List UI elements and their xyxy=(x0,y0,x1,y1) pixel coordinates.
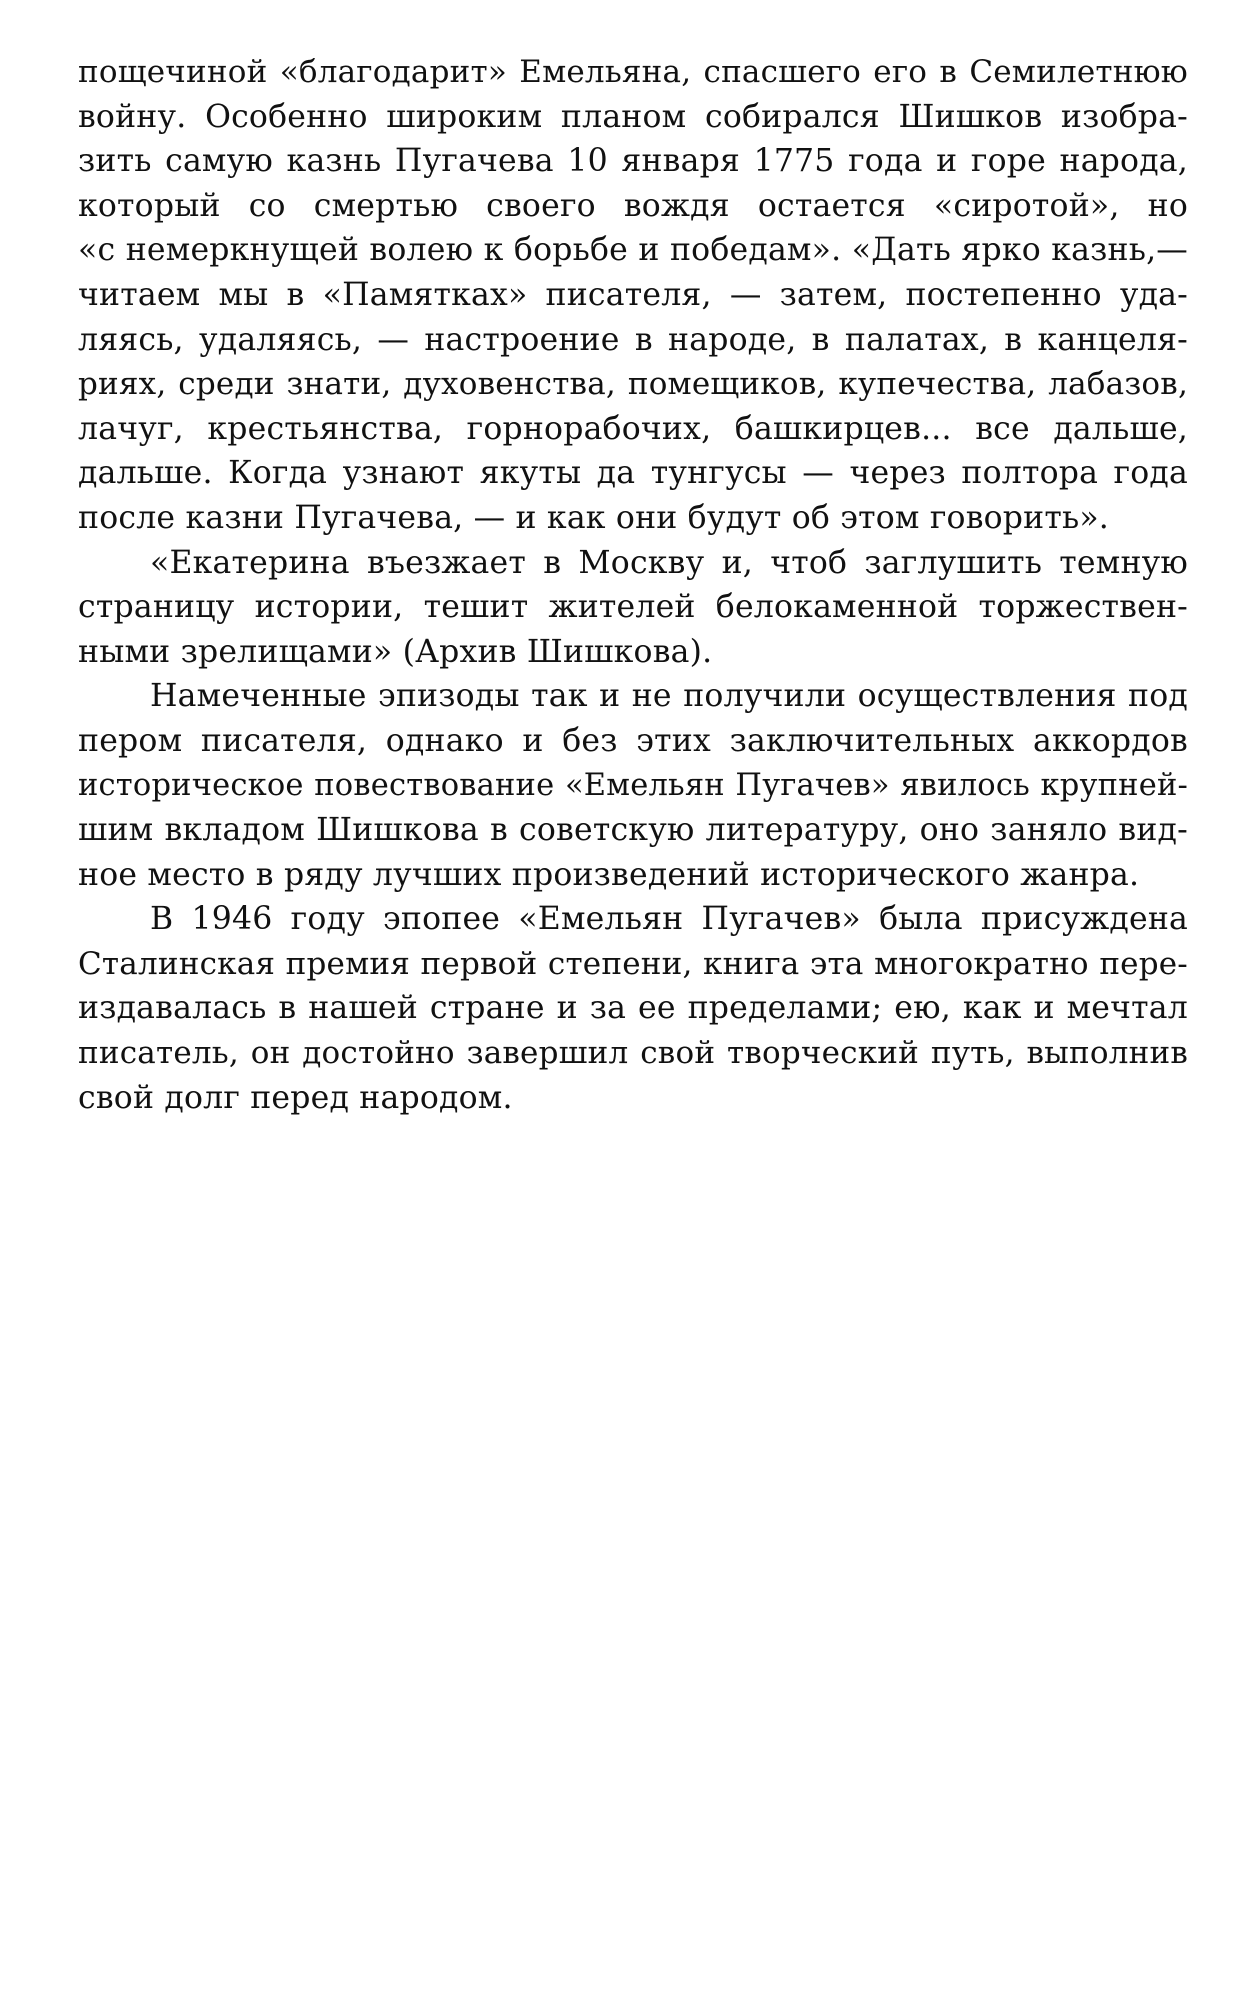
text-line: Намеченные эпизоды так и не получили осуществления под xyxy=(150,678,1188,715)
text-line: ное место в ряду лучших произведений исторического жанра. xyxy=(78,856,1140,893)
text-line: риях, среди знати, духовенства, помещиков, купечества, лабазов, xyxy=(78,366,1188,403)
text-line: В 1946 году эпопее «Емельян Пугачев» была присуждена xyxy=(150,901,1188,938)
text-line: ляясь, удаляясь, — настроение в народе, в палатах, в канцеля- xyxy=(78,321,1188,358)
text-line: зить самую казнь Пугачева 10 января 1775 года и горе народа, xyxy=(78,143,1188,180)
text-line: войну. Особенно широким планом собирался Шишков изобра- xyxy=(78,98,1188,135)
text-line: пером писателя, однако и без этих заключительных аккордов xyxy=(78,722,1188,759)
text-line: писатель, он достойно завершил свой творческий путь, выполнив xyxy=(78,1035,1188,1072)
text-line: издавалась в нашей стране и за ее пределами; ею, как и мечтал xyxy=(78,990,1188,1027)
text-line: «Екатерина въезжает в Москву и, чтоб заглушить темную xyxy=(150,544,1188,581)
text-line: страницу истории, тешит жителей белокаменной торжествен- xyxy=(78,589,1188,626)
paragraph-2 xyxy=(78,541,1188,675)
text-line: историческое повествование «Емельян Пугачев» явилось крупней- xyxy=(78,767,1188,803)
paragraph-1 xyxy=(78,50,1188,541)
text-line: дальше. Когда узнают якуты да тунгусы — через полтора года xyxy=(78,455,1188,492)
text-line: шим вкладом Шишкова в советскую литературу, оно заняло вид- xyxy=(78,812,1188,849)
text-line: пощечиной «благодарит» Емельяна, спасшего его в Семилетнюю xyxy=(78,54,1188,90)
text-line: «с немеркнущей волею к борьбе и победам». «Дать ярко казнь,— xyxy=(78,232,1188,269)
paragraph-3 xyxy=(78,674,1188,897)
text-line: после казни Пугачева, — и как они будут об этом говорить». xyxy=(78,499,1110,536)
page-text xyxy=(78,50,1188,1120)
text-line: читаем мы в «Памятках» писателя, — затем, постепенно уда- xyxy=(78,276,1188,313)
text-line: свой долг перед народом. xyxy=(78,1079,513,1116)
text-line: который со смертью своего вождя остается «сиротой», но xyxy=(78,187,1188,224)
paragraph-4 xyxy=(78,897,1188,1120)
text-line: ными зрелищами» (Архив Шишкова). xyxy=(78,633,713,670)
text-line: лачуг, крестьянства, горнорабочих, башкирцев... все дальше, xyxy=(78,410,1188,447)
text-line: Сталинская премия первой степени, книга эта многократно пере- xyxy=(78,945,1188,982)
